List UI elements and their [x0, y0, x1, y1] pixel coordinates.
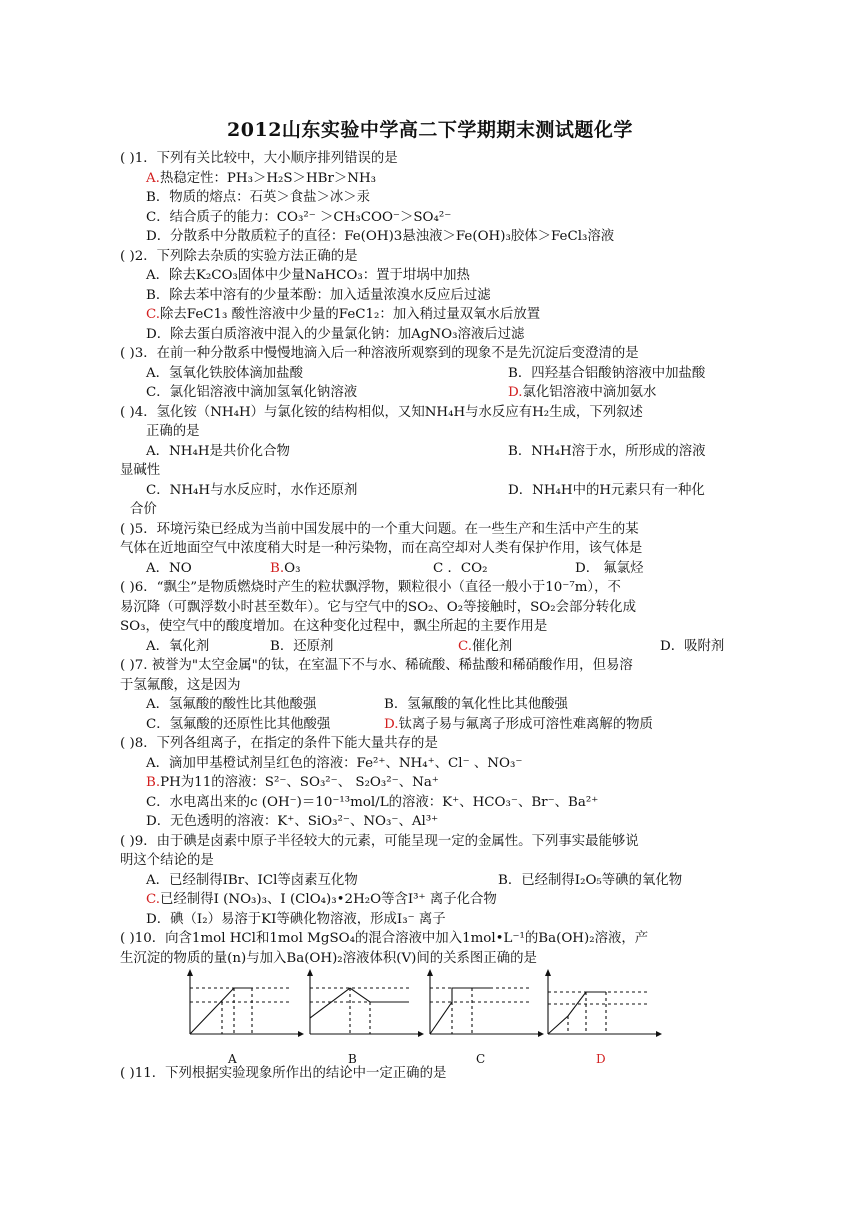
question-6-option-b: B．还原剂	[270, 638, 334, 654]
question-3-options-ab	[120, 364, 732, 384]
question-5-stem-cont: 气体在近地面空气中浓度稍大时是一种污染物，而在高空却对人类有保护作用，该气体是	[120, 541, 643, 556]
graph-d-label: D	[596, 1052, 606, 1066]
question-4-options-cd	[120, 481, 732, 501]
question-7-option-d: D.钛离子易与氟离子形成可溶性难离解的物质	[384, 716, 653, 732]
question-9-options-ab	[120, 871, 732, 891]
question-6-options	[120, 637, 732, 657]
question-9-option-c: C.已经制得I (NO₃)₃、I (ClO₄)₃•2H₂O等含I³⁺ 离子化合物	[146, 892, 497, 907]
question-6-option-c: C.催化剂	[458, 638, 513, 654]
page-title: 2012山东实验中学高二下学期期末测试题化学	[227, 119, 633, 141]
graph-b	[302, 968, 424, 1058]
question-4-option-c: C．NH₄H与水反应时，水作还原剂	[146, 482, 358, 498]
question-4-option-b-cont: 显碱性	[120, 463, 161, 478]
question-1-stem: ( )1．下列有关比较中，大小顺序排列错误的是	[120, 151, 398, 166]
question-5-option-b: B.O₃	[270, 560, 301, 576]
question-1-option-b: B．物质的熔点：石英＞食盐＞冰＞汞	[146, 190, 371, 205]
question-7-stem: ( )7. 被誉为"太空金属"的钛，在室温下不与水、稀硫酸、稀盐酸和稀硝酸作用，但易溶	[120, 658, 633, 673]
question-6-option-d: D．吸附剂	[660, 638, 725, 654]
question-2-option-d: D．除去蛋白质溶液中混入的少量氯化钠：加AgNO₃溶液后过滤	[146, 326, 525, 342]
question-1-option-c: C．结合质子的能力：CO₃²⁻ ＞CH₃COO⁻＞SO₄²⁻	[146, 209, 452, 225]
question-3-option-a: A．氢氧化铁胶体滴加盐酸	[146, 365, 303, 381]
question-2-stem: ( )2．下列除去杂质的实验方法正确的是	[120, 248, 358, 264]
question-1-option-a: A.热稳定性：PH₃＞H₂S＞HBr＞NH₃	[146, 170, 377, 186]
question-11-stem: ( )11．下列根据实验现象所作出的结论中一定正确的是	[120, 1066, 447, 1081]
question-3-option-c: C．氯化铝溶液中滴加氢氧化钠溶液	[146, 385, 358, 400]
question-2-option-a: A．除去K₂CO₃固体中少量NaHCO₃：置于坩埚中加热	[146, 268, 470, 283]
question-4-option-d: D．NH₄H中的H元素只有一种化	[508, 482, 705, 498]
question-2-option-c: C.除去FeC1₃ 酸性溶液中少量的FeC1₂：加入稍过量双氧水后放置	[146, 307, 541, 322]
question-4-option-d-cont: 合价	[130, 502, 157, 517]
question-8-option-d: D．无色透明的溶液：K⁺、SiO₃²⁻、NO₃⁻、Al³⁺	[146, 814, 439, 829]
question-7-option-b: B．氢氟酸的氧化性比其他酸强	[384, 697, 568, 712]
question-6-stem: ( )6．“飘尘”是物质燃烧时产生的粒状飘浮物，颗粒很小（直径一般小于10⁻⁷m），不	[120, 580, 621, 595]
question-9-option-d: D．碘（I₂）易溶于KI等碘化物溶液，形成I₃⁻ 离子	[146, 911, 446, 927]
question-9-stem: ( )9．由于碘是卤素中原子半径较大的元素，可能呈现一定的金属性。下列事实最能够说	[120, 833, 639, 849]
question-3-stem: ( )3．在前一种分散系中慢慢地滴入后一种溶液所观察到的现象不是先沉淀后变澄清的是	[120, 346, 639, 361]
graph-c-label: C	[476, 1052, 486, 1066]
question-7-options-cd	[120, 715, 732, 735]
question-list	[120, 149, 732, 1084]
question-6-option-a: A．氧化剂	[146, 638, 210, 654]
question-5-options	[120, 559, 732, 579]
question-9-option-b: B．已经制得I₂O₅等碘的氧化物	[498, 872, 683, 888]
question-5-option-d: D． 氟氯烃	[575, 560, 644, 576]
question-4-option-a: A．NH₄H是共价化合物	[146, 443, 290, 459]
question-6-stem-cont-1: 易沉降（可飘浮数小时甚至数年）。它与空气中的SO₂、O₂等接触时，SO₂会部分转化成	[120, 599, 636, 615]
question-2-option-b: B．除去苯中溶有的少量苯酚：加入适量浓溴水反应后过滤	[146, 287, 491, 303]
question-5-stem: ( )5．环境污染已经成为当前中国发展中的一个重大问题。在一些生产和生活中产生的某	[120, 521, 639, 537]
question-10-stem: ( )10．向含1mol HCl和1mol MgSO₄的混合溶液中加入1mol•L⁻¹的Ba(OH)₂溶液，产	[120, 931, 649, 946]
question-9-stem-cont: 明这个结论的是	[120, 853, 214, 868]
question-4-stem-cont: 正确的是	[146, 424, 200, 439]
graph-c	[422, 968, 544, 1058]
question-10-stem-cont: 生沉淀的物质的量(n)与加入Ba(OH)₂溶液体积(V)间的关系图正确的是	[120, 950, 537, 966]
question-8-option-a: A．滴加甲基橙试剂呈红色的溶液：Fe²⁺、NH₄⁺、Cl⁻ 、NO₃⁻	[146, 755, 523, 771]
graph-d	[540, 968, 662, 1058]
question-4-stem: ( )4．氢化铵（NH₄H）与氯化铵的结构相似，又知NH₄H与水反应有H₂生成，下列叙述	[120, 404, 643, 420]
question-1-option-d: D．分散系中分散质粒子的直径：Fe(OH)3悬浊液＞Fe(OH)₃胶体＞FeCl₃溶液	[146, 229, 615, 244]
question-3-option-d: D.氯化铝溶液中滴加氨水	[508, 385, 657, 400]
question-7-option-c: C．氢氟酸的还原性比其他酸强	[146, 716, 331, 732]
question-6-stem-cont-2: SO₃，使空气中的酸度增加。在这种变化过程中，飘尘所起的主要作用是	[120, 619, 548, 634]
graph-a-label: A	[228, 1052, 237, 1066]
question-8-option-c: C．水电离出来的c (OH⁻)＝10⁻¹³mol/L的溶液：K⁺、HCO₃⁻、Br⁻、Ba²⁺	[146, 794, 599, 810]
question-3-options-cd	[120, 383, 732, 403]
question-9-option-a: A．已经制得IBr、ICl等卤素互化物	[146, 872, 358, 888]
question-3-option-b: B．四羟基合铝酸钠溶液中加盐酸	[508, 365, 706, 381]
question-4-option-b: B．NH₄H溶于水，所形成的溶液	[508, 443, 706, 459]
question-4-options-ab	[120, 442, 732, 462]
graph-a	[182, 968, 304, 1058]
question-7-stem-cont: 于氢氟酸，这是因为	[120, 677, 241, 693]
question-10-graphs	[120, 968, 732, 1064]
question-8-option-b: B.PH为11的溶液：S²⁻、SO₃²⁻、 S₂O₃²⁻、Na⁺	[146, 775, 439, 790]
question-7-option-a: A．氢氟酸的酸性比其他酸强	[146, 697, 317, 712]
question-8-stem: ( )8．下列各组离子，在指定的条件下能大量共存的是	[120, 736, 438, 751]
graph-b-label: B	[348, 1052, 357, 1066]
question-7-options-ab	[120, 695, 732, 715]
question-5-option-c: C ．CO₂	[433, 560, 488, 576]
question-5-option-a: A．NO	[146, 560, 192, 576]
